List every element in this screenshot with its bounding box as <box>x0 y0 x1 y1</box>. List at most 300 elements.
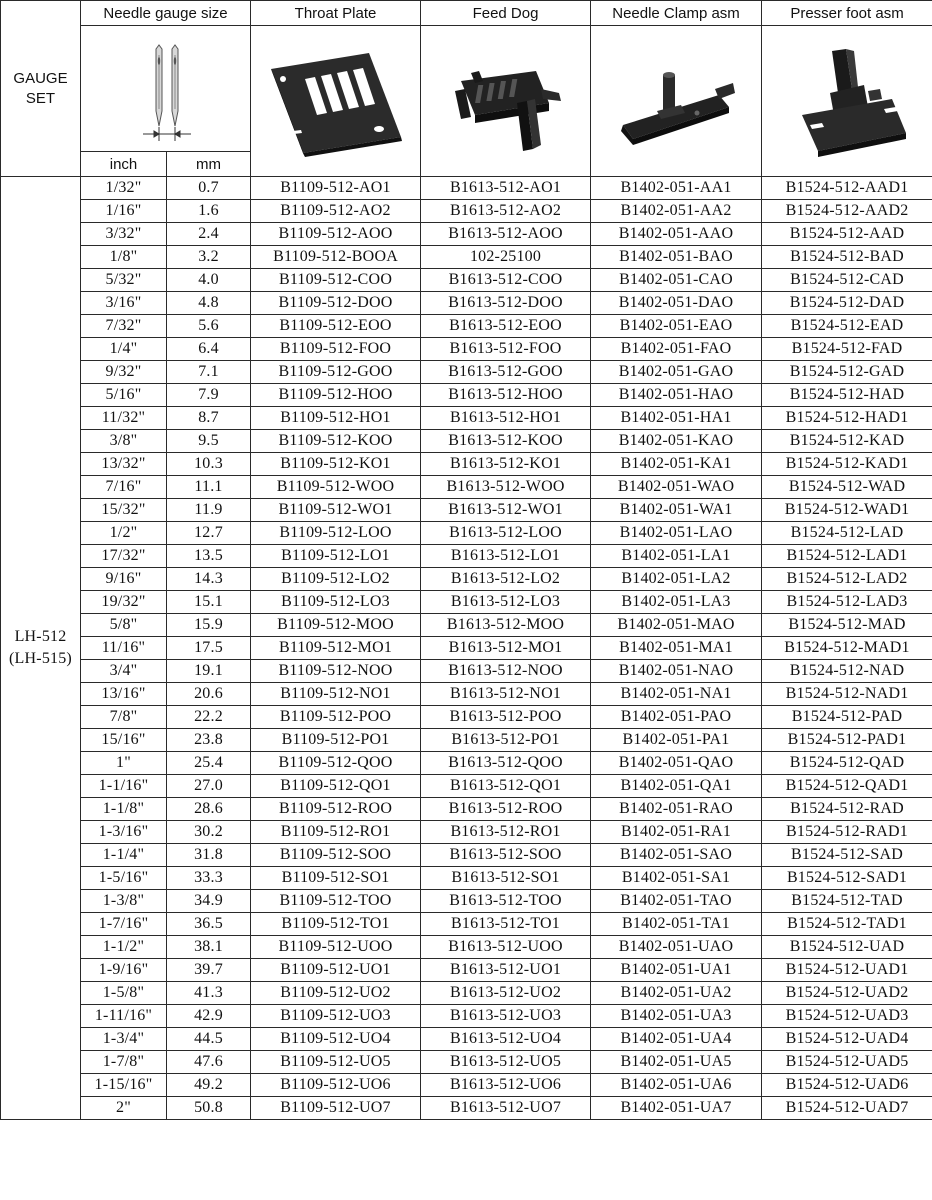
throat-plate-cell: B1109-512-HOO <box>251 384 421 407</box>
inch-cell: 7/8" <box>81 706 167 729</box>
table-row <box>1 177 932 200</box>
needle-clamp-cell: B1402-051-RA1 <box>591 821 762 844</box>
inch-cell: 3/16" <box>81 292 167 315</box>
throat-plate-cell: B1109-512-EOO <box>251 315 421 338</box>
throat-plate-cell: B1109-512-UO3 <box>251 1005 421 1028</box>
presser-foot-cell: B1524-512-UAD7 <box>762 1097 932 1120</box>
inch-cell: 9/32" <box>81 361 167 384</box>
mm-cell: 11.9 <box>167 499 251 522</box>
table-row <box>1 982 932 1005</box>
mm-cell: 14.3 <box>167 568 251 591</box>
presser-foot-cell: B1524-512-MAD <box>762 614 932 637</box>
mm-cell: 30.2 <box>167 821 251 844</box>
feed-dog-cell: B1613-512-SO1 <box>421 867 591 890</box>
mm-cell: 2.4 <box>167 223 251 246</box>
presser-foot-cell: B1524-512-LAD1 <box>762 545 932 568</box>
needle-clamp-cell: B1402-051-KAO <box>591 430 762 453</box>
throat-plate-cell: B1109-512-NO1 <box>251 683 421 706</box>
needle-clamp-cell: B1402-051-EAO <box>591 315 762 338</box>
presser-foot-cell: B1524-512-LAD3 <box>762 591 932 614</box>
feed-dog-cell: B1613-512-UO4 <box>421 1028 591 1051</box>
feed-dog-cell: B1613-512-UO3 <box>421 1005 591 1028</box>
inch-cell: 1-3/16" <box>81 821 167 844</box>
feed-dog-cell: B1613-512-LO1 <box>421 545 591 568</box>
feed-dog-cell: B1613-512-KOO <box>421 430 591 453</box>
throat-plate-cell: B1109-512-KOO <box>251 430 421 453</box>
feed-dog-cell: B1613-512-ROO <box>421 798 591 821</box>
needle-clamp-cell: B1402-051-SA1 <box>591 867 762 890</box>
throat-plate-cell: B1109-512-UO4 <box>251 1028 421 1051</box>
needle-clamp-cell: B1402-051-UA3 <box>591 1005 762 1028</box>
throat-plate-header: Throat Plate <box>251 1 421 26</box>
throat-plate-cell: B1109-512-TO1 <box>251 913 421 936</box>
table-row <box>1 361 932 384</box>
presser-foot-cell: B1524-512-QAD <box>762 752 932 775</box>
presser-foot-cell: B1524-512-UAD3 <box>762 1005 932 1028</box>
mm-cell: 15.9 <box>167 614 251 637</box>
inch-cell: 1-5/16" <box>81 867 167 890</box>
presser-foot-header: Presser foot asm <box>762 1 932 26</box>
inch-cell: 1-9/16" <box>81 959 167 982</box>
table-row <box>1 545 932 568</box>
inch-cell: 1-1/4" <box>81 844 167 867</box>
mm-cell: 9.5 <box>167 430 251 453</box>
feed-dog-cell: B1613-512-AO2 <box>421 200 591 223</box>
throat-plate-cell: B1109-512-KO1 <box>251 453 421 476</box>
needle-clamp-cell: B1402-051-LA2 <box>591 568 762 591</box>
feed-dog-cell: B1613-512-QOO <box>421 752 591 775</box>
needle-clamp-cell: B1402-051-PA1 <box>591 729 762 752</box>
needle-clamp-cell: B1402-051-UA5 <box>591 1051 762 1074</box>
mm-cell: 1.6 <box>167 200 251 223</box>
needle-clamp-cell: B1402-051-HA1 <box>591 407 762 430</box>
feed-dog-cell: B1613-512-SOO <box>421 844 591 867</box>
needle-clamp-cell: B1402-051-NA1 <box>591 683 762 706</box>
table-row <box>1 913 932 936</box>
feed-dog-image-cell <box>421 26 591 177</box>
table-row <box>1 591 932 614</box>
throat-plate-cell: B1109-512-NOO <box>251 660 421 683</box>
table-row <box>1 936 932 959</box>
feed-dog-header: Feed Dog <box>421 1 591 26</box>
table-row <box>1 867 932 890</box>
mm-cell: 20.6 <box>167 683 251 706</box>
needle-clamp-icon <box>601 41 751 161</box>
inch-cell: 9/16" <box>81 568 167 591</box>
mm-cell: 25.4 <box>167 752 251 775</box>
throat-plate-cell: B1109-512-QO1 <box>251 775 421 798</box>
presser-foot-cell: B1524-512-PAD <box>762 706 932 729</box>
inch-cell: 19/32" <box>81 591 167 614</box>
table-row <box>1 269 932 292</box>
gauge-set-label-line2: SET <box>25 89 56 107</box>
mm-cell: 15.1 <box>167 591 251 614</box>
table-row <box>1 1028 932 1051</box>
throat-plate-cell: B1109-512-TOO <box>251 890 421 913</box>
feed-dog-cell: B1613-512-NO1 <box>421 683 591 706</box>
throat-plate-cell: B1109-512-HO1 <box>251 407 421 430</box>
throat-plate-cell: B1109-512-MOO <box>251 614 421 637</box>
inch-cell: 1-3/4" <box>81 1028 167 1051</box>
presser-foot-cell: B1524-512-GAD <box>762 361 932 384</box>
table-row <box>1 315 932 338</box>
presser-foot-cell: B1524-512-AAD <box>762 223 932 246</box>
table-row <box>1 200 932 223</box>
table-header <box>1 1 932 177</box>
throat-plate-cell: B1109-512-PO1 <box>251 729 421 752</box>
feed-dog-cell: B1613-512-UO7 <box>421 1097 591 1120</box>
feed-dog-cell: B1613-512-UO6 <box>421 1074 591 1097</box>
mm-cell: 41.3 <box>167 982 251 1005</box>
feed-dog-cell: B1613-512-WO1 <box>421 499 591 522</box>
table-row <box>1 407 932 430</box>
presser-foot-image-cell <box>762 26 932 177</box>
needle-clamp-cell: B1402-051-LA1 <box>591 545 762 568</box>
mm-cell: 17.5 <box>167 637 251 660</box>
table-row <box>1 1097 932 1120</box>
inch-cell: 15/16" <box>81 729 167 752</box>
feed-dog-cell: B1613-512-HO1 <box>421 407 591 430</box>
inch-cell: 3/4" <box>81 660 167 683</box>
model-alt-name: (LH-515) <box>9 650 72 667</box>
feed-dog-cell: B1613-512-WOO <box>421 476 591 499</box>
needle-clamp-cell: B1402-051-TAO <box>591 890 762 913</box>
needle-clamp-cell: B1402-051-AA2 <box>591 200 762 223</box>
inch-cell: 1/4" <box>81 338 167 361</box>
presser-foot-icon <box>772 41 922 161</box>
table-row <box>1 223 932 246</box>
presser-foot-cell: B1524-512-LAD <box>762 522 932 545</box>
feed-dog-cell: B1613-512-COO <box>421 269 591 292</box>
throat-plate-image-cell <box>251 26 421 177</box>
feed-dog-cell: B1613-512-AOO <box>421 223 591 246</box>
needle-clamp-cell: B1402-051-LA3 <box>591 591 762 614</box>
mm-cell: 23.8 <box>167 729 251 752</box>
mm-cell: 7.9 <box>167 384 251 407</box>
presser-foot-cell: B1524-512-NAD <box>762 660 932 683</box>
throat-plate-cell: B1109-512-UO1 <box>251 959 421 982</box>
needle-gauge-icon <box>121 31 211 146</box>
inch-cell: 3/32" <box>81 223 167 246</box>
mm-cell: 4.8 <box>167 292 251 315</box>
throat-plate-cell: B1109-512-LO3 <box>251 591 421 614</box>
presser-foot-cell: B1524-512-AAD2 <box>762 200 932 223</box>
model-cell <box>1 177 81 1120</box>
throat-plate-cell: B1109-512-UO5 <box>251 1051 421 1074</box>
needle-clamp-cell: B1402-051-UA1 <box>591 959 762 982</box>
throat-plate-cell: B1109-512-LOO <box>251 522 421 545</box>
presser-foot-cell: B1524-512-HAD <box>762 384 932 407</box>
feed-dog-cell: B1613-512-GOO <box>421 361 591 384</box>
needle-clamp-cell: B1402-051-KA1 <box>591 453 762 476</box>
mm-header: mm <box>167 152 251 177</box>
inch-cell: 1-3/8" <box>81 890 167 913</box>
table-row <box>1 499 932 522</box>
presser-foot-cell: B1524-512-RAD <box>762 798 932 821</box>
needle-clamp-cell: B1402-051-WAO <box>591 476 762 499</box>
table-row <box>1 683 932 706</box>
presser-foot-cell: B1524-512-CAD <box>762 269 932 292</box>
presser-foot-cell: B1524-512-KAD <box>762 430 932 453</box>
feed-dog-cell: B1613-512-TO1 <box>421 913 591 936</box>
inch-cell: 5/8" <box>81 614 167 637</box>
inch-cell: 1-1/2" <box>81 936 167 959</box>
feed-dog-cell: B1613-512-EOO <box>421 315 591 338</box>
inch-cell: 1-11/16" <box>81 1005 167 1028</box>
presser-foot-cell: B1524-512-MAD1 <box>762 637 932 660</box>
mm-cell: 44.5 <box>167 1028 251 1051</box>
mm-cell: 42.9 <box>167 1005 251 1028</box>
mm-cell: 6.4 <box>167 338 251 361</box>
presser-foot-cell: B1524-512-WAD <box>762 476 932 499</box>
feed-dog-cell: B1613-512-MOO <box>421 614 591 637</box>
presser-foot-cell: B1524-512-NAD1 <box>762 683 932 706</box>
presser-foot-cell: B1524-512-UAD <box>762 936 932 959</box>
needle-clamp-cell: B1402-051-HAO <box>591 384 762 407</box>
needle-clamp-cell: B1402-051-CAO <box>591 269 762 292</box>
mm-cell: 39.7 <box>167 959 251 982</box>
needle-gauge-size-header: Needle gauge size <box>81 1 251 26</box>
table-row <box>1 292 932 315</box>
table-row <box>1 476 932 499</box>
inch-cell: 1/16" <box>81 200 167 223</box>
presser-foot-cell: B1524-512-KAD1 <box>762 453 932 476</box>
inch-cell: 11/16" <box>81 637 167 660</box>
needle-clamp-cell: B1402-051-MAO <box>591 614 762 637</box>
inch-header: inch <box>81 152 167 177</box>
presser-foot-cell: B1524-512-UAD1 <box>762 959 932 982</box>
throat-plate-cell: B1109-512-AO1 <box>251 177 421 200</box>
feed-dog-cell: B1613-512-QO1 <box>421 775 591 798</box>
inch-cell: 13/32" <box>81 453 167 476</box>
table-row <box>1 384 932 407</box>
throat-plate-cell: B1109-512-DOO <box>251 292 421 315</box>
mm-cell: 10.3 <box>167 453 251 476</box>
table-row <box>1 430 932 453</box>
needle-clamp-cell: B1402-051-QAO <box>591 752 762 775</box>
needle-clamp-cell: B1402-051-GAO <box>591 361 762 384</box>
model-name: LH-512 <box>14 628 67 645</box>
inch-cell: 1/32" <box>81 177 167 200</box>
feed-dog-cell: B1613-512-UO2 <box>421 982 591 1005</box>
inch-cell: 1" <box>81 752 167 775</box>
throat-plate-cell: B1109-512-UOO <box>251 936 421 959</box>
presser-foot-cell: B1524-512-EAD <box>762 315 932 338</box>
throat-plate-cell: B1109-512-LO2 <box>251 568 421 591</box>
mm-cell: 31.8 <box>167 844 251 867</box>
needle-clamp-cell: B1402-051-MA1 <box>591 637 762 660</box>
throat-plate-cell: B1109-512-SO1 <box>251 867 421 890</box>
table-row <box>1 798 932 821</box>
needle-clamp-cell: B1402-051-UA2 <box>591 982 762 1005</box>
table-row <box>1 890 932 913</box>
feed-dog-cell: B1613-512-LO3 <box>421 591 591 614</box>
presser-foot-cell: B1524-512-QAD1 <box>762 775 932 798</box>
presser-foot-cell: B1524-512-WAD1 <box>762 499 932 522</box>
table-row <box>1 453 932 476</box>
inch-cell: 11/32" <box>81 407 167 430</box>
inch-cell: 13/16" <box>81 683 167 706</box>
inch-cell: 1/2" <box>81 522 167 545</box>
needle-clamp-cell: B1402-051-UA7 <box>591 1097 762 1120</box>
throat-plate-cell: B1109-512-WO1 <box>251 499 421 522</box>
inch-cell: 1-1/8" <box>81 798 167 821</box>
throat-plate-cell: B1109-512-UO7 <box>251 1097 421 1120</box>
throat-plate-cell: B1109-512-UO6 <box>251 1074 421 1097</box>
needle-clamp-image-cell <box>591 26 762 177</box>
presser-foot-cell: B1524-512-UAD5 <box>762 1051 932 1074</box>
inch-cell: 1-7/8" <box>81 1051 167 1074</box>
table-row <box>1 1074 932 1097</box>
presser-foot-cell: B1524-512-PAD1 <box>762 729 932 752</box>
feed-dog-cell: B1613-512-DOO <box>421 292 591 315</box>
throat-plate-cell: B1109-512-FOO <box>251 338 421 361</box>
presser-foot-cell: B1524-512-UAD6 <box>762 1074 932 1097</box>
table-row <box>1 959 932 982</box>
needle-clamp-cell: B1402-051-UA4 <box>591 1028 762 1051</box>
throat-plate-icon <box>261 41 411 161</box>
throat-plate-cell: B1109-512-WOO <box>251 476 421 499</box>
feed-dog-cell: B1613-512-UO1 <box>421 959 591 982</box>
table-row <box>1 729 932 752</box>
throat-plate-cell: B1109-512-SOO <box>251 844 421 867</box>
mm-cell: 0.7 <box>167 177 251 200</box>
needle-clamp-cell: B1402-051-RAO <box>591 798 762 821</box>
needle-clamp-cell: B1402-051-TA1 <box>591 913 762 936</box>
inch-cell: 1/8" <box>81 246 167 269</box>
table-row <box>1 1051 932 1074</box>
feed-dog-cell: B1613-512-HOO <box>421 384 591 407</box>
presser-foot-cell: B1524-512-UAD2 <box>762 982 932 1005</box>
presser-foot-cell: B1524-512-TAD1 <box>762 913 932 936</box>
inch-cell: 2" <box>81 1097 167 1120</box>
table-row <box>1 821 932 844</box>
table-row <box>1 522 932 545</box>
throat-plate-cell: B1109-512-BOOA <box>251 246 421 269</box>
throat-plate-cell: B1109-512-MO1 <box>251 637 421 660</box>
needle-clamp-cell: B1402-051-LAO <box>591 522 762 545</box>
mm-cell: 36.5 <box>167 913 251 936</box>
needle-clamp-cell: B1402-051-BAO <box>591 246 762 269</box>
presser-foot-cell: B1524-512-DAD <box>762 292 932 315</box>
inch-cell: 5/32" <box>81 269 167 292</box>
feed-dog-cell: B1613-512-UO5 <box>421 1051 591 1074</box>
feed-dog-cell: B1613-512-NOO <box>421 660 591 683</box>
throat-plate-cell: B1109-512-RO1 <box>251 821 421 844</box>
mm-cell: 28.6 <box>167 798 251 821</box>
throat-plate-cell: B1109-512-QOO <box>251 752 421 775</box>
feed-dog-cell: B1613-512-TOO <box>421 890 591 913</box>
table-row <box>1 775 932 798</box>
needle-clamp-cell: B1402-051-PAO <box>591 706 762 729</box>
feed-dog-icon <box>431 41 581 161</box>
feed-dog-cell: B1613-512-FOO <box>421 338 591 361</box>
feed-dog-cell: B1613-512-AO1 <box>421 177 591 200</box>
needle-clamp-cell: B1402-051-AA1 <box>591 177 762 200</box>
mm-cell: 8.7 <box>167 407 251 430</box>
feed-dog-cell: 102-25100 <box>421 246 591 269</box>
inch-cell: 7/32" <box>81 315 167 338</box>
needle-clamp-cell: B1402-051-FAO <box>591 338 762 361</box>
needle-clamp-cell: B1402-051-AAO <box>591 223 762 246</box>
table-row <box>1 844 932 867</box>
feed-dog-cell: B1613-512-UOO <box>421 936 591 959</box>
table-row <box>1 752 932 775</box>
mm-cell: 47.6 <box>167 1051 251 1074</box>
mm-cell: 27.0 <box>167 775 251 798</box>
mm-cell: 22.2 <box>167 706 251 729</box>
table-row <box>1 614 932 637</box>
presser-foot-cell: B1524-512-HAD1 <box>762 407 932 430</box>
mm-cell: 3.2 <box>167 246 251 269</box>
table-row <box>1 568 932 591</box>
needle-clamp-cell: B1402-051-DAO <box>591 292 762 315</box>
feed-dog-cell: B1613-512-POO <box>421 706 591 729</box>
inch-cell: 5/16" <box>81 384 167 407</box>
table-row <box>1 660 932 683</box>
throat-plate-cell: B1109-512-GOO <box>251 361 421 384</box>
throat-plate-cell: B1109-512-POO <box>251 706 421 729</box>
presser-foot-cell: B1524-512-TAD <box>762 890 932 913</box>
inch-cell: 3/8" <box>81 430 167 453</box>
presser-foot-cell: B1524-512-BAD <box>762 246 932 269</box>
throat-plate-cell: B1109-512-AOO <box>251 223 421 246</box>
inch-cell: 1-5/8" <box>81 982 167 1005</box>
feed-dog-cell: B1613-512-PO1 <box>421 729 591 752</box>
throat-plate-cell: B1109-512-ROO <box>251 798 421 821</box>
mm-cell: 11.1 <box>167 476 251 499</box>
inch-cell: 15/32" <box>81 499 167 522</box>
mm-cell: 38.1 <box>167 936 251 959</box>
mm-cell: 12.7 <box>167 522 251 545</box>
throat-plate-cell: B1109-512-AO2 <box>251 200 421 223</box>
throat-plate-cell: B1109-512-COO <box>251 269 421 292</box>
mm-cell: 7.1 <box>167 361 251 384</box>
mm-cell: 49.2 <box>167 1074 251 1097</box>
inch-cell: 1-15/16" <box>81 1074 167 1097</box>
presser-foot-cell: B1524-512-SAD1 <box>762 867 932 890</box>
needle-clamp-header: Needle Clamp asm <box>591 1 762 26</box>
needle-clamp-cell: B1402-051-NAO <box>591 660 762 683</box>
feed-dog-cell: B1613-512-LO2 <box>421 568 591 591</box>
table-row <box>1 706 932 729</box>
mm-cell: 4.0 <box>167 269 251 292</box>
needle-clamp-cell: B1402-051-UAO <box>591 936 762 959</box>
table-body <box>1 177 932 1120</box>
presser-foot-cell: B1524-512-AAD1 <box>762 177 932 200</box>
throat-plate-cell: B1109-512-UO2 <box>251 982 421 1005</box>
table-row <box>1 338 932 361</box>
mm-cell: 34.9 <box>167 890 251 913</box>
needle-gauge-image-cell <box>81 26 251 152</box>
needle-clamp-cell: B1402-051-QA1 <box>591 775 762 798</box>
presser-foot-cell: B1524-512-LAD2 <box>762 568 932 591</box>
table-row <box>1 637 932 660</box>
needle-clamp-cell: B1402-051-UA6 <box>591 1074 762 1097</box>
table-row <box>1 1005 932 1028</box>
inch-cell: 1-1/16" <box>81 775 167 798</box>
mm-cell: 50.8 <box>167 1097 251 1120</box>
presser-foot-cell: B1524-512-RAD1 <box>762 821 932 844</box>
inch-cell: 7/16" <box>81 476 167 499</box>
needle-clamp-cell: B1402-051-SAO <box>591 844 762 867</box>
throat-plate-cell: B1109-512-LO1 <box>251 545 421 568</box>
presser-foot-cell: B1524-512-UAD4 <box>762 1028 932 1051</box>
feed-dog-cell: B1613-512-MO1 <box>421 637 591 660</box>
inch-cell: 1-7/16" <box>81 913 167 936</box>
presser-foot-cell: B1524-512-SAD <box>762 844 932 867</box>
inch-cell: 17/32" <box>81 545 167 568</box>
